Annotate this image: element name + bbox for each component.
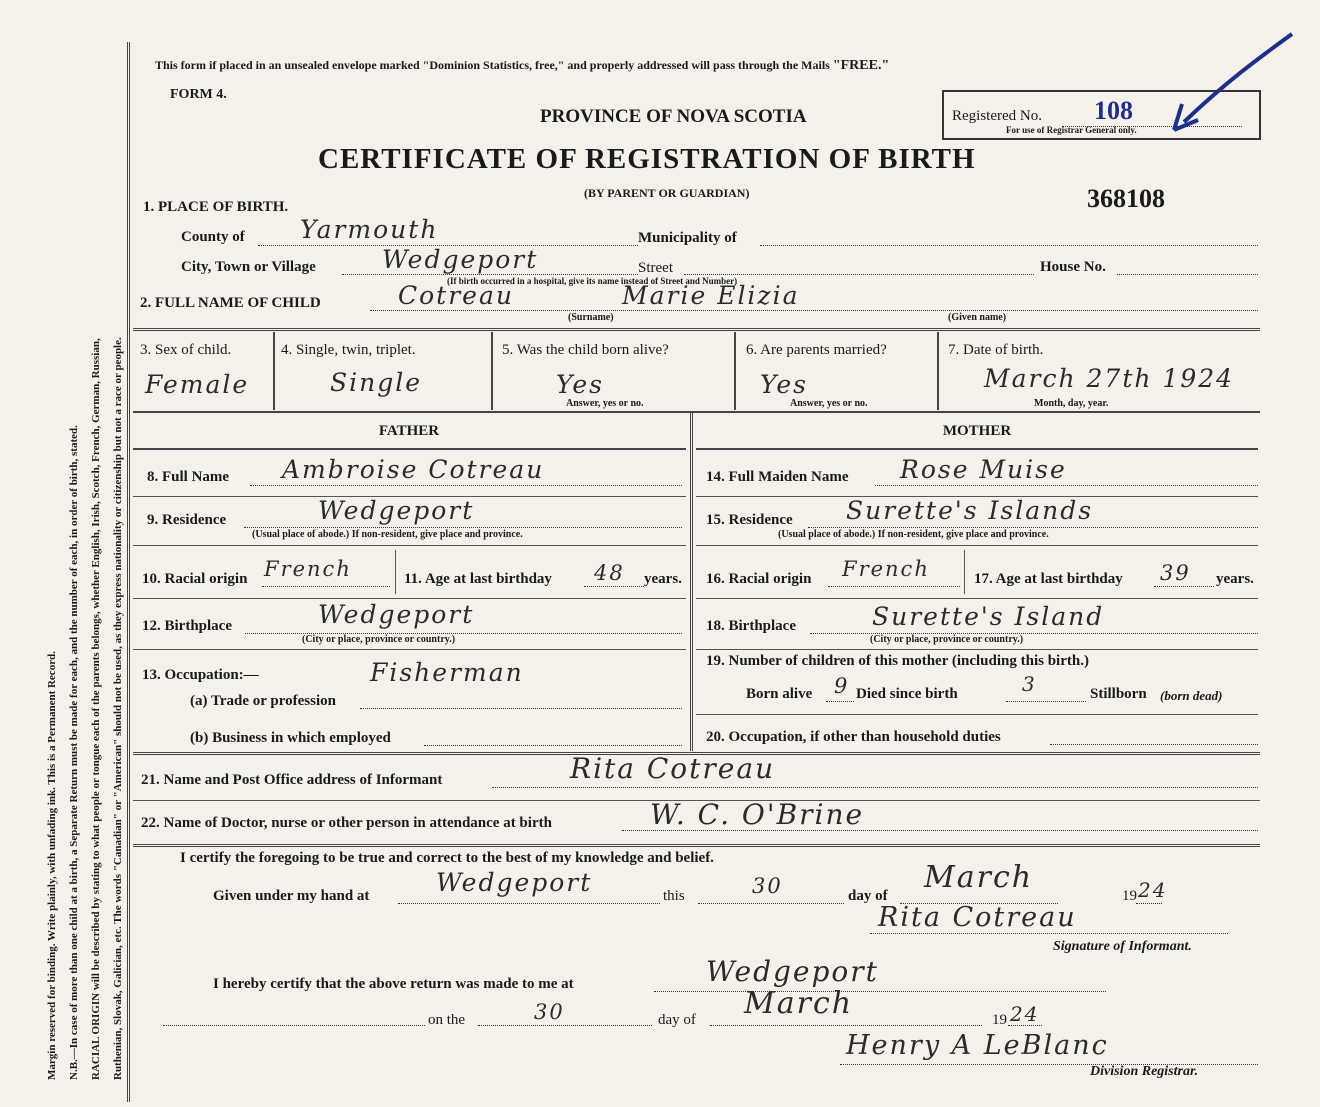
registrar-month-value: March <box>744 986 854 1021</box>
house-no-label: House No. <box>1040 259 1106 275</box>
mother-name-value: Rose Muise <box>900 455 1067 484</box>
born-alive-label: 5. Was the child born alive? <box>502 342 669 358</box>
municipality-label: Municipality of <box>638 230 737 246</box>
father-trade-label: (a) Trade or profession <box>190 693 336 709</box>
father-business-label: (b) Business in which employed <box>190 730 391 746</box>
mail-notice: This form if placed in an unsealed envelope marked "Dominion Statistics, free," and properly addressed will pass through the Mails "FREE." <box>155 58 890 73</box>
registered-label: Registered No. <box>952 108 1042 124</box>
father-age-value: 48 <box>594 561 625 585</box>
father-birthplace-value: Wedgeport <box>318 600 475 629</box>
certificate-number: 368108 <box>1087 184 1165 213</box>
born-alive-count-value: 9 <box>834 674 850 698</box>
died-count-value: 3 <box>1022 672 1037 696</box>
father-age-label: 11. Age at last birthday <box>404 571 552 587</box>
given-year-prefix: 19 <box>1122 888 1137 904</box>
father-trade-value: Fisherman <box>370 658 524 687</box>
mother-age-unit: years. <box>1216 571 1254 587</box>
mother-race-value: French <box>842 557 930 581</box>
parents-married-label: 6. Are parents married? <box>746 342 887 358</box>
city-label: City, Town or Village <box>181 259 316 275</box>
surname-note: (Surname) <box>568 312 614 323</box>
child-given-value: Marie Elizia <box>622 281 800 310</box>
margin-note-racial-2: Ruthenian, Slovak, Galician, etc. The words "Canadian" or "American" should not be used, as they express nationality or citizenship but not a race or people. <box>112 337 124 1080</box>
child-surname-value: Cotreau <box>398 281 514 310</box>
mother-age-label: 17. Age at last birthday <box>974 571 1123 587</box>
given-year-value: 24 <box>1138 878 1168 902</box>
date-of-birth-note: Month, day, year. <box>1034 398 1109 409</box>
sex-label: 3. Sex of child. <box>140 342 232 358</box>
mother-residence-value: Surette's Islands <box>846 496 1094 525</box>
died-count-label: Died since birth <box>856 686 958 702</box>
registrar-on-label: on the <box>428 1012 466 1028</box>
father-race-label: 10. Racial origin <box>142 571 248 587</box>
registrar-statement: I hereby certify that the above return was made to me at <box>213 976 574 992</box>
city-value: Wedgeport <box>382 245 539 274</box>
stillborn-label: Stillborn <box>1090 686 1147 702</box>
margin-note-racial: RACIAL ORIGIN will be described by stating to what people or tongue each of the parents belongs, whether English, Irish, Scotch, French, German, Russian, <box>90 338 102 1080</box>
mother-children-label: 19. Number of children of this mother (including this birth.) <box>706 653 1089 669</box>
date-of-birth-label: 7. Date of birth. <box>948 342 1044 358</box>
father-age-unit: years. <box>644 571 682 587</box>
registrar-year-prefix: 19 <box>992 1012 1007 1028</box>
mother-heading: MOTHER <box>942 423 1012 439</box>
registrar-day-label: day of <box>658 1012 696 1028</box>
place-of-birth-label: 1. PLACE OF BIRTH. <box>143 199 289 215</box>
date-of-birth-value: March 27th 1924 <box>984 364 1235 393</box>
hospital-note: (If birth occurred in a hospital, give its name instead of Street and Number) <box>447 276 738 286</box>
doctor-value: W. C. O'Brine <box>650 798 865 831</box>
given-label: Given under my hand at <box>213 888 370 904</box>
check-arrow-icon <box>1168 30 1298 140</box>
father-name-label: 8. Full Name <box>147 469 230 485</box>
born-alive-value: Yes <box>556 370 604 399</box>
mother-birthplace-note: (City or place, province or country.) <box>870 634 1024 645</box>
mother-name-label: 14. Full Maiden Name <box>706 469 849 485</box>
page-title: CERTIFICATE OF REGISTRATION OF BIRTH <box>318 143 976 175</box>
mother-residence-note: (Usual place of abode.) If non-resident, give place and province. <box>778 529 1049 540</box>
registrar-note: For use of Registrar General only. <box>1006 125 1137 135</box>
mother-birthplace-label: 18. Birthplace <box>706 618 796 634</box>
given-month-value: March <box>924 860 1034 895</box>
stillborn-note: (born dead) <box>1160 688 1223 703</box>
margin-border <box>127 42 130 1102</box>
margin-note-nb: N.B.—In case of more than one child at a birth, a Separate Return must be made for each, and the number of each, in order of birth, stated. <box>68 425 80 1080</box>
registered-value: 108 <box>1094 96 1133 125</box>
informant-value: Rita Cotreau <box>570 752 776 785</box>
given-day-label: day of <box>848 888 888 904</box>
county-value: Yarmouth <box>300 215 439 244</box>
father-residence-value: Wedgeport <box>318 496 475 525</box>
informant-signature: Rita Cotreau <box>878 902 1077 933</box>
informant-signature-label: Signature of Informant. <box>1053 939 1192 954</box>
informant-label: 21. Name and Post Office address of Informant <box>141 772 443 788</box>
father-birthplace-note: (City or place, province or country.) <box>302 634 456 645</box>
sex-value: Female <box>145 370 250 399</box>
mother-residence-label: 15. Residence <box>706 512 793 528</box>
parents-married-note: Answer, yes or no. <box>790 398 868 409</box>
registrar-signature: Henry A LeBlanc <box>846 1030 1109 1061</box>
registrar-year-value: 24 <box>1010 1002 1040 1026</box>
child-name-label: 2. FULL NAME OF CHILD <box>140 295 321 311</box>
father-residence-label: 9. Residence <box>147 512 227 528</box>
page-subtitle: (BY PARENT OR GUARDIAN) <box>584 186 750 200</box>
doctor-label: 22. Name of Doctor, nurse or other person in attendance at birth <box>141 815 552 831</box>
mother-occupation-label: 20. Occupation, if other than household duties <box>706 729 1001 745</box>
mother-age-value: 39 <box>1160 561 1191 585</box>
margin-note-binding: Margin reserved for binding. Write plainly, with unfading ink. This is a Permanent Record. <box>46 651 58 1080</box>
father-birthplace-label: 12. Birthplace <box>142 618 232 634</box>
mother-birthplace-value: Surette's Island <box>872 602 1105 631</box>
registrar-signature-label: Division Registrar. <box>1090 1064 1199 1079</box>
birth-type-label: 4. Single, twin, triplet. <box>281 342 416 358</box>
father-heading: FATHER <box>378 423 440 439</box>
born-alive-count-label: Born alive <box>746 686 813 702</box>
given-place-value: Wedgeport <box>436 868 593 897</box>
this-label: this <box>663 888 685 904</box>
street-label: Street <box>638 260 673 276</box>
father-race-value: French <box>264 557 352 581</box>
form-number: FORM 4. <box>170 87 227 102</box>
father-name-value: Ambroise Cotreau <box>282 455 545 484</box>
registrar-place-value: Wedgeport <box>706 955 879 988</box>
registrar-day-value: 30 <box>534 1000 565 1024</box>
parents-married-value: Yes <box>760 370 808 399</box>
father-occupation-label: 13. Occupation:— <box>142 667 259 683</box>
born-alive-note: Answer, yes or no. <box>566 398 644 409</box>
father-residence-note: (Usual place of abode.) If non-resident, give place and province. <box>252 529 523 540</box>
province-heading: PROVINCE OF NOVA SCOTIA <box>540 106 807 127</box>
mother-race-label: 16. Racial origin <box>706 571 812 587</box>
county-label: County of <box>181 229 245 245</box>
birth-type-value: Single <box>330 368 423 397</box>
given-day-value: 30 <box>752 874 783 898</box>
certify-statement: I certify the foregoing to be true and correct to the best of my knowledge and belief. <box>180 850 714 866</box>
given-name-note: (Given name) <box>948 312 1007 323</box>
